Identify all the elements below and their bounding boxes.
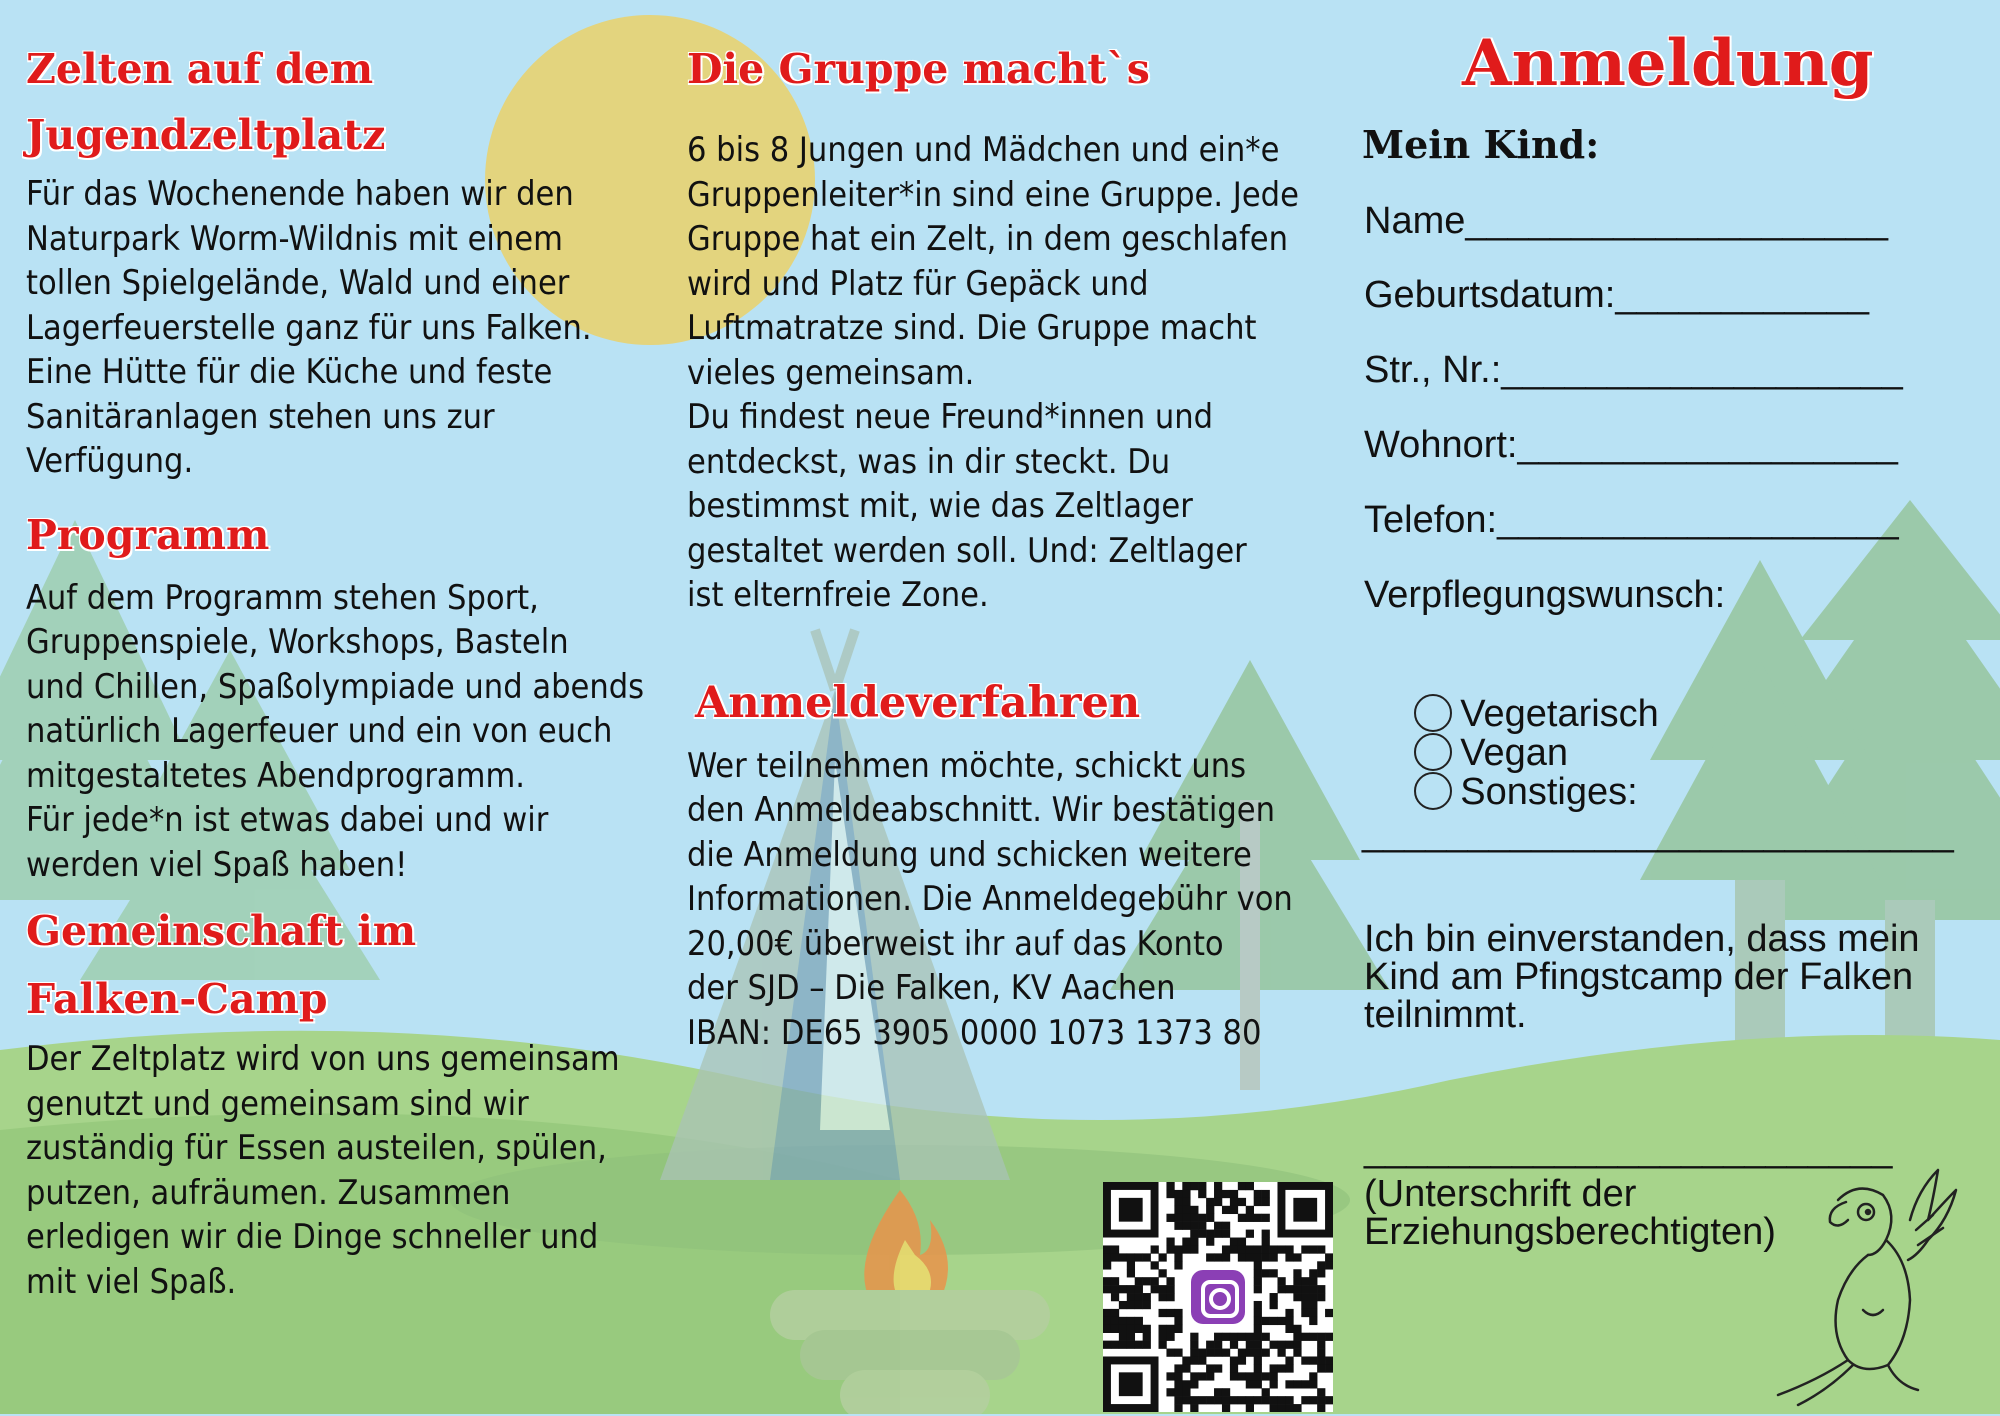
text-gemeinschaft: Der Zeltplatz wird von uns gemeinsam genutzt und gemeinsam sind wir zuständig für Essen austeilen, spülen, putzen, aufräumen. Zusammen erledigen wir die Dinge schneller und mit viel Spaß.: [26, 1039, 620, 1302]
street-field[interactable]: Str., Nr.:___________________: [1364, 349, 1903, 391]
birthdate-field[interactable]: Geburtsdatum:____________: [1364, 274, 1869, 316]
qr-code[interactable]: [1103, 1182, 1333, 1412]
text-gruppe: 6 bis 8 Jungen und Mädchen und ein*e Gruppenleiter*in sind eine Gruppe. Jede Gruppe hat ein Zelt, in dem geschlafen wird und Platz für Gepäck und Luftmatratze sind. Die Gruppe macht vieles gemeinsam. Du findest neue Freund*innen und entdeckst, was in dir steckt. Du bestimmst mit, wie das Zeltlager gestaltet werden soll. Und: Zeltlager ist elternfreie Zone.: [687, 130, 1299, 615]
option-vegan-label: Vegan: [1460, 732, 1569, 774]
signature-label: (Unterschrift der Erziehungsberechtigten): [1364, 1173, 1776, 1253]
heading-gruppe: Die Gruppe macht`s: [687, 45, 1150, 93]
heading-anmeldeverfahren: Anmeldeverfahren: [695, 677, 1141, 728]
heading-programm: Programm: [26, 510, 270, 559]
text-anmeldeverfahren: Wer teilnehmen möchte, schickt uns den Anmeldeabschnitt. Wir bestätigen die Anmeldung und schicken weitere Informationen. Die Anmeldegebühr von 20,00€ überweist ihr auf das Konto der SJD – Die Falken, KV Aachen IBAN: DE65 3905 0000 1073 1373 80: [687, 745, 1293, 1053]
option-vegetarisch-label: Vegetarisch: [1460, 693, 1659, 735]
phone-field[interactable]: Telefon:___________________: [1364, 499, 1899, 541]
name-field[interactable]: Name____________________: [1364, 200, 1889, 242]
form-subtitle: Mein Kind:: [1362, 122, 1600, 167]
option-sonstiges-label: Sonstiges:: [1460, 771, 1638, 813]
text-programm: Auf dem Programm stehen Sport, Gruppenspiele, Workshops, Basteln und Chillen, Spaßolympiade und abends natürlich Lagerfeuer und ein von euch mitgestaltetes Abendprogramm. Für jede*n ist etwas dabei und wir werden viel Spaß haben!: [26, 577, 645, 885]
radio-sonstiges[interactable]: [1414, 772, 1452, 810]
parrot-illustration: [1768, 1160, 1958, 1410]
column-middle: [687, 36, 1327, 1055]
other-diet-line[interactable]: ____________________________: [1362, 812, 1954, 854]
instagram-icon: [1191, 1270, 1245, 1324]
form-title: Anmeldung: [1462, 26, 1874, 101]
signature-line[interactable]: _________________________: [1364, 1128, 1893, 1170]
diet-label: Verpflegungswunsch:: [1364, 574, 1726, 616]
consent-text: Ich bin einverstanden, dass mein Kind am Pfingstcamp der Falken teilnimmt.: [1364, 918, 1920, 1036]
form-column: [1360, 0, 2000, 1414]
heading-zelten: Zelten auf dem Jugendzeltplatz: [26, 45, 386, 159]
column-left: [26, 36, 666, 1304]
heading-gemeinschaft: Gemeinschaft im Falken-Camp: [26, 907, 417, 1023]
text-zelten: Für das Wochenende haben wir den Naturpark Worm-Wildnis mit einem tollen Spielgelände, Wald und einer Lagerfeuerstelle ganz für uns Falken. Eine Hütte für die Küche und feste Sanitäranlagen stehen uns zur Verfügung.: [26, 174, 592, 481]
city-field[interactable]: Wohnort:__________________: [1364, 424, 1898, 466]
